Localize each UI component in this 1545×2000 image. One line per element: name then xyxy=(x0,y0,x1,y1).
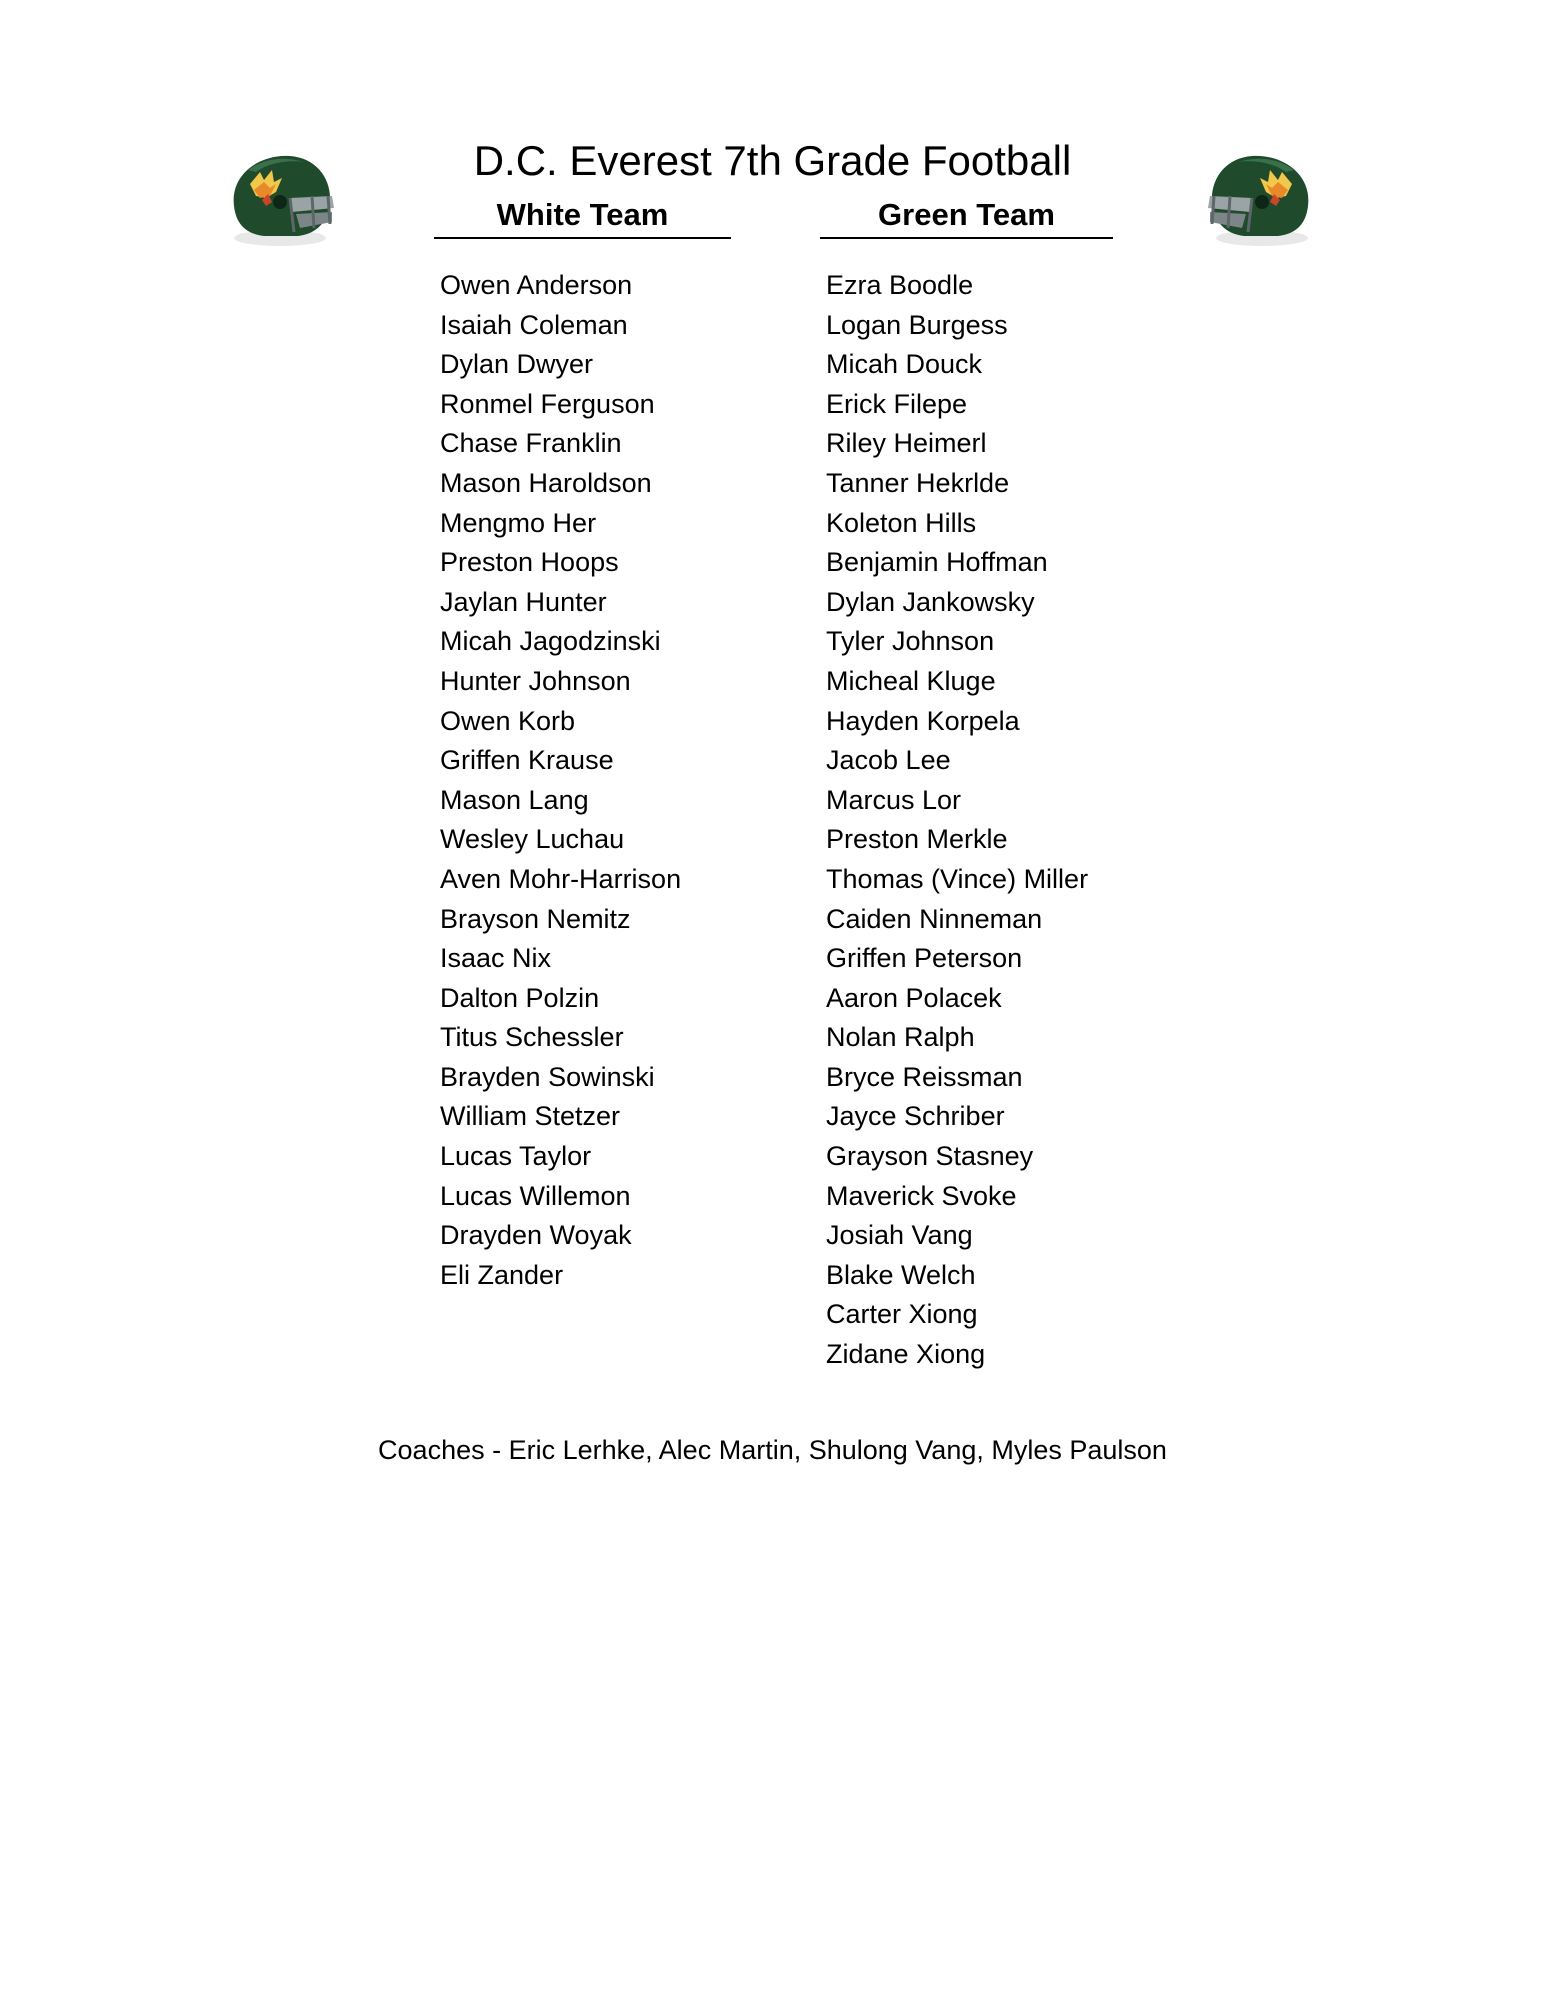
player-name: Dylan Jankowsky xyxy=(826,586,1035,617)
player-name: Bryce Reissman xyxy=(826,1061,1023,1092)
player-name: Dylan Dwyer xyxy=(440,349,594,380)
player-name: Brayden Sowinski xyxy=(440,1061,655,1092)
player-name: Mason Haroldson xyxy=(440,467,652,498)
player-name: Carter Xiong xyxy=(826,1299,978,1330)
player-name: Jacob Lee xyxy=(826,745,951,776)
player-name: Preston Merkle xyxy=(826,824,1008,855)
player-name: Drayden Woyak xyxy=(440,1220,632,1251)
player-name: William Stetzer xyxy=(440,1101,621,1132)
player-name: Benjamin Hoffman xyxy=(826,547,1048,578)
player-name: Ezra Boodle xyxy=(826,270,974,300)
player-name: Erick Filepe xyxy=(826,388,968,419)
player-name: Titus Schessler xyxy=(440,1022,624,1053)
player-name: Zidane Xiong xyxy=(826,1339,986,1370)
page-title: D.C. Everest 7th Grade Football xyxy=(473,137,1072,184)
green-team-roster xyxy=(820,266,1113,1375)
player-name: Grayson Stasney xyxy=(826,1141,1034,1172)
player-name: Koleton Hills xyxy=(826,507,977,538)
player-name: Riley Heimerl xyxy=(826,428,987,459)
green-team-column xyxy=(820,195,1113,1375)
player-name: Lucas Taylor xyxy=(440,1141,592,1172)
player-name: Tanner Hekrlde xyxy=(826,467,1010,498)
white-team-header: White Team xyxy=(434,195,731,239)
player-name: Ronmel Ferguson xyxy=(440,388,655,419)
player-name: Eli Zander xyxy=(440,1259,564,1290)
player-name: Hayden Korpela xyxy=(826,705,1020,736)
coaches-line: Coaches - Eric Lerhke, Alec Martin, Shulong Vang, Myles Paulson xyxy=(378,1435,1167,1465)
player-name: Griffen Peterson xyxy=(826,943,1023,974)
player-name: Nolan Ralph xyxy=(826,1022,975,1053)
player-name: Logan Burgess xyxy=(826,309,1008,340)
player-name: Blake Welch xyxy=(826,1259,976,1290)
player-name: Jaylan Hunter xyxy=(440,586,607,617)
player-name: Thomas (Vince) Miller xyxy=(826,863,1089,894)
player-name: Owen Korb xyxy=(440,705,576,736)
green-team-header: Green Team xyxy=(820,195,1113,239)
player-name: Aven Mohr-Harrison xyxy=(440,863,682,894)
player-name: Brayson Nemitz xyxy=(440,903,631,934)
player-name: Caiden Ninneman xyxy=(826,903,1043,934)
player-name: Chase Franklin xyxy=(440,428,622,459)
player-name: Wesley Luchau xyxy=(440,824,625,855)
player-name: Tyler Johnson xyxy=(826,626,995,657)
player-name: Griffen Krause xyxy=(440,745,614,776)
player-name: Lucas Willemon xyxy=(440,1180,631,1211)
player-name: Owen Anderson xyxy=(440,270,633,300)
white-team-column xyxy=(434,195,731,1295)
white-team-roster xyxy=(434,266,731,1295)
player-name: Mason Lang xyxy=(440,784,589,815)
player-name: Maverick Svoke xyxy=(826,1180,1017,1211)
player-name: Micah Jagodzinski xyxy=(440,626,661,657)
player-name: Marcus Lor xyxy=(826,784,962,815)
player-name: Dalton Polzin xyxy=(440,982,600,1013)
player-name: Isaac Nix xyxy=(440,943,552,974)
player-name: Hunter Johnson xyxy=(440,665,631,696)
player-name: Mengmo Her xyxy=(440,507,597,538)
player-name: Micheal Kluge xyxy=(826,665,996,696)
player-name: Preston Hoops xyxy=(440,547,619,578)
player-name: Micah Douck xyxy=(826,349,983,380)
player-name: Jayce Schriber xyxy=(826,1101,1005,1132)
player-name: Josiah Vang xyxy=(826,1220,973,1251)
player-name: Aaron Polacek xyxy=(826,982,1002,1013)
player-name: Isaiah Coleman xyxy=(440,309,628,340)
